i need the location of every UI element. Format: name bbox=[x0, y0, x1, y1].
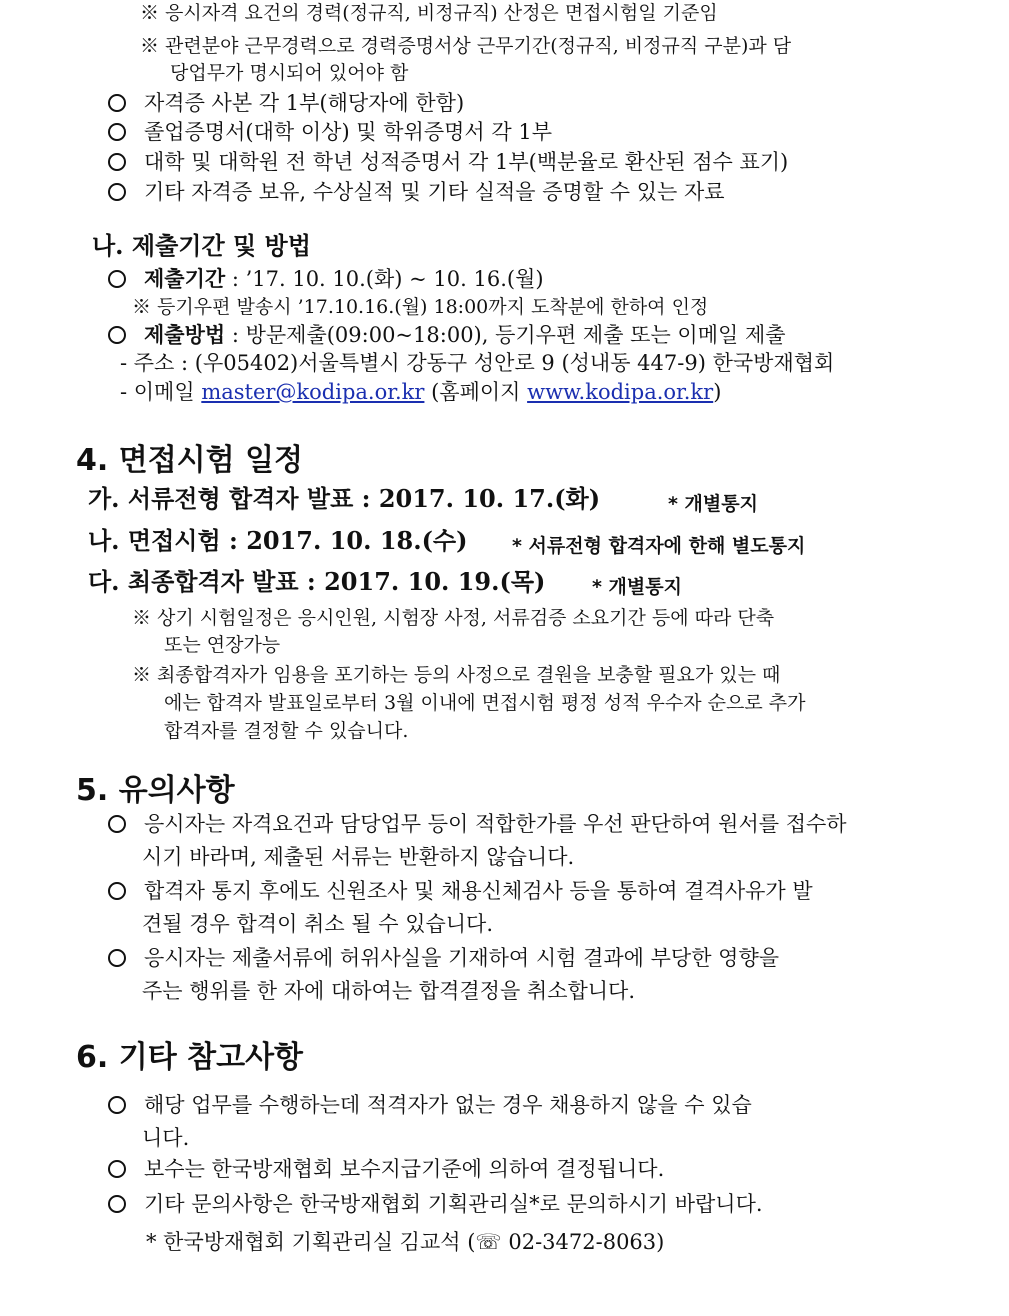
contact-phone: 02-3472-8063) bbox=[501, 1230, 665, 1254]
circle-bullet-icon bbox=[108, 815, 126, 833]
circle-bullet-icon bbox=[108, 1195, 126, 1213]
list-item-text: 기타 문의사항은 한국방재협회 기획관리실*로 문의하시기 바랍니다. bbox=[144, 1192, 763, 1216]
list-item bbox=[108, 811, 847, 837]
note-text: * 서류전형 합격자에 한해 별도통지 bbox=[512, 535, 806, 557]
contact-line bbox=[146, 1229, 664, 1255]
list-item-text: 응시자는 제출서류에 허위사실을 기재하여 시험 결과에 부당한 영향을 bbox=[144, 946, 780, 970]
section5-title: 5. 유의사항 bbox=[76, 773, 235, 808]
list-item bbox=[108, 1156, 664, 1182]
list-item-text: 응시자는 자격요건과 담당업무 등이 적합한가를 우선 판단하여 원서를 접수하 bbox=[144, 812, 847, 836]
period-label: 제출기간 bbox=[144, 266, 226, 291]
list-item-text: 대학 및 대학원 전 학년 성적증명서 각 1부(백분율로 환산된 점수 표기) bbox=[144, 150, 789, 174]
list-item-text: 보수는 한국방재협회 보수지급기준에 의하여 결정됩니다. bbox=[144, 1157, 665, 1181]
list-item-text: 졸업증명서(대학 이상) 및 학위증명서 각 1부 bbox=[144, 120, 552, 144]
note-text: * 개별통지 bbox=[592, 576, 682, 598]
contact-prefix: * 한국방재협회 기획관리실 김교석 ( bbox=[146, 1230, 476, 1254]
section4-title: 4. 면접시험 일정 bbox=[76, 443, 304, 478]
circle-bullet-icon bbox=[108, 1096, 126, 1114]
schedule-note1: ※ 상기 시험일정은 응시인원, 시험장 사정, 서류검증 소요기간 등에 따라 단축 bbox=[132, 607, 775, 629]
list-item bbox=[108, 945, 779, 971]
list-item-text: 해당 업무를 수행하는데 적격자가 없는 경우 채용하지 않을 수 있습 bbox=[144, 1093, 752, 1117]
email-line bbox=[120, 379, 721, 405]
circle-bullet-icon bbox=[108, 882, 126, 900]
note-career-proof: ※ 관련분야 근무경력으로 경력증명서상 근무기간(정규직, 비정규직 구분)과 담 bbox=[140, 35, 792, 57]
note-text: * 개별통지 bbox=[668, 493, 758, 515]
phone-icon: ☏ bbox=[475, 1230, 502, 1254]
list-item bbox=[108, 1191, 763, 1217]
schedule-note2: ※ 최종합격자가 임용을 포기하는 등의 사정으로 결원을 보충할 필요가 있는 때 bbox=[132, 664, 781, 686]
email-link[interactable]: master@kodipa.or.kr bbox=[201, 380, 425, 404]
schedule-na: 나. 면접시험 : 2017. 10. 18.(수) bbox=[88, 526, 468, 555]
schedule-na-note bbox=[490, 532, 805, 559]
schedule-da: 다. 최종합격자 발표 : 2017. 10. 19.(목) bbox=[88, 567, 546, 596]
circle-bullet-icon bbox=[108, 1160, 126, 1178]
section6-title: 6. 기타 참고사항 bbox=[76, 1040, 304, 1075]
schedule-ga-note bbox=[646, 490, 758, 517]
circle-bullet-icon bbox=[108, 949, 126, 967]
list-item bbox=[108, 90, 464, 116]
schedule-note2-cont2: 합격자를 결정할 수 있습니다. bbox=[164, 720, 409, 742]
schedule-da-note bbox=[570, 573, 682, 600]
note-career-proof-cont: 당업무가 명시되어 있어야 함 bbox=[170, 62, 409, 84]
homepage-link[interactable]: www.kodipa.or.kr bbox=[527, 380, 714, 404]
list-item bbox=[108, 179, 725, 205]
list-item-cont: 주는 행위를 한 자에 대하여는 합격결정을 취소합니다. bbox=[142, 979, 636, 1003]
list-item-text: 기타 자격증 보유, 수상실적 및 기타 실적을 증명할 수 있는 자료 bbox=[144, 180, 725, 204]
method-label: 제출방법 bbox=[144, 322, 226, 347]
list-item-cont: 니다. bbox=[142, 1126, 190, 1150]
circle-bullet-icon bbox=[108, 183, 126, 201]
schedule-ga: 가. 서류전형 합격자 발표 : 2017. 10. 17.(화) bbox=[88, 484, 601, 513]
circle-bullet-icon bbox=[108, 123, 126, 141]
list-item-cont: 견될 경우 합격이 취소 될 수 있습니다. bbox=[142, 912, 494, 936]
list-item bbox=[108, 878, 813, 904]
submit-period bbox=[108, 266, 544, 292]
period-note: ※ 등기우편 발송시 ’17.10.16.(월) 18:00까지 도착분에 한하여 인정 bbox=[132, 296, 709, 318]
list-item bbox=[108, 119, 552, 145]
list-item-text: 자격증 사본 각 1부(해당자에 한함) bbox=[144, 91, 465, 115]
circle-bullet-icon bbox=[108, 153, 126, 171]
circle-bullet-icon bbox=[108, 94, 126, 112]
list-item bbox=[108, 1092, 752, 1118]
submit-heading: 나. 제출기간 및 방법 bbox=[92, 231, 311, 260]
list-item bbox=[108, 149, 788, 175]
homepage-prefix: (홈페이지 bbox=[424, 380, 528, 404]
circle-bullet-icon bbox=[108, 326, 126, 344]
list-item-cont: 시기 바라며, 제출된 서류는 반환하지 않습니다. bbox=[142, 845, 575, 869]
address: - 주소 : (우05402)서울특별시 강동구 성안로 9 (성내동 447-9) 한국방재협회 bbox=[120, 351, 835, 375]
period-value: : ’17. 10. 10.(화) ~ 10. 16.(월) bbox=[225, 267, 544, 291]
schedule-note2-cont: 에는 합격자 발표일로부터 3월 이내에 면접시험 평정 성적 우수자 순으로 추가 bbox=[164, 692, 806, 714]
note-career-basis: ※ 응시자격 요건의 경력(정규직, 비정규직) 산정은 면접시험일 기준임 bbox=[140, 2, 718, 24]
schedule-note1-cont: 또는 연장가능 bbox=[164, 634, 281, 656]
list-item-text: 합격자 통지 후에도 신원조사 및 채용신체검사 등을 통하여 결격사유가 발 bbox=[144, 879, 813, 903]
email-prefix: - 이메일 bbox=[120, 380, 202, 404]
circle-bullet-icon bbox=[108, 270, 126, 288]
submit-method bbox=[108, 322, 786, 348]
homepage-suffix: ) bbox=[713, 380, 722, 404]
method-value: : 방문제출(09:00~18:00), 등기우편 제출 또는 이메일 제출 bbox=[225, 323, 786, 347]
